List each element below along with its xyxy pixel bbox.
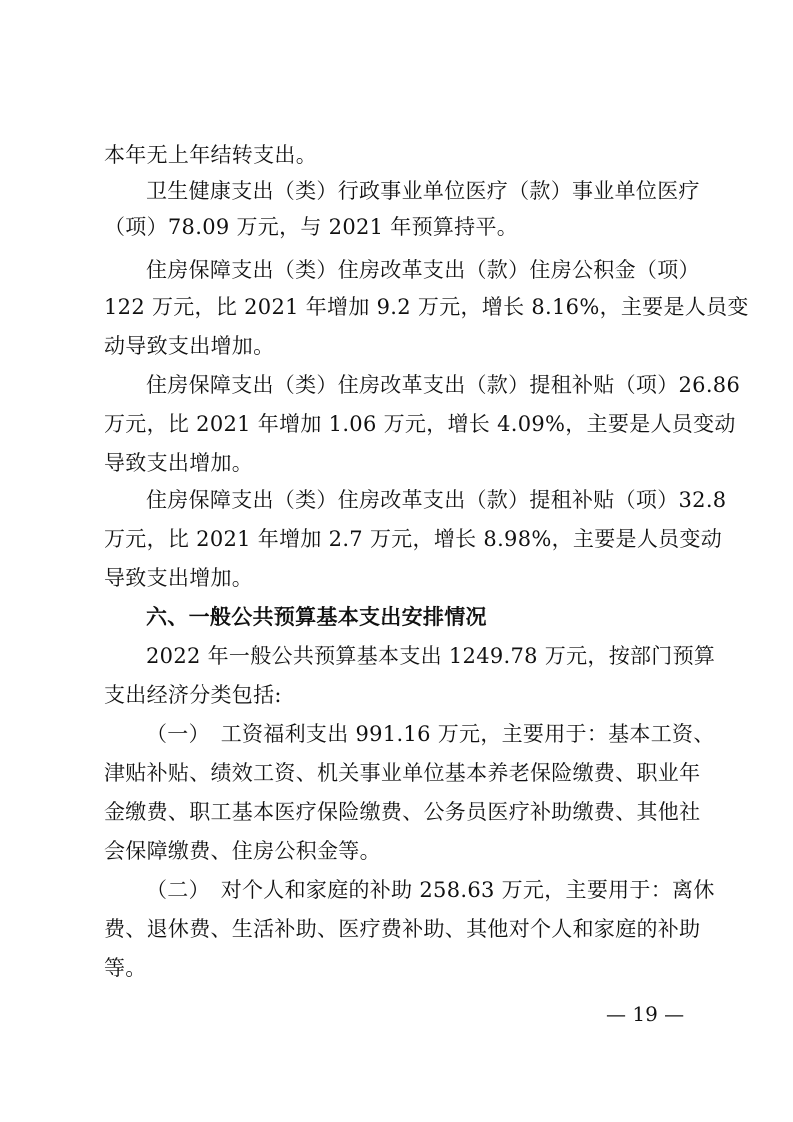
text-line: 本年无上年结转支出。 xyxy=(104,143,317,167)
text-line: 住房保障支出（类）住房改革支出（款）提租补贴（项）26.86 xyxy=(146,373,741,397)
text-line: 金缴费、职工基本医疗保险缴费、公务员医疗补助缴费、其他社 xyxy=(104,800,701,824)
text-line: 卫生健康支出（类）行政事业单位医疗（款）事业单位医疗 xyxy=(146,179,700,203)
text-line: 动导致支出增加。 xyxy=(104,334,275,358)
text-line: （一） 工资福利支出 991.16 万元，主要用于：基本工资、 xyxy=(146,722,715,746)
text-line: （二） 对个人和家庭的补助 258.63 万元，主要用于：离休 xyxy=(146,878,715,902)
text-line: 122 万元，比 2021 年增加 9.2 万元，增长 8.16%，主要是人员变 xyxy=(104,295,749,319)
text-line: 会保障缴费、住房公积金等。 xyxy=(104,839,381,863)
text-line: 万元，比 2021 年增加 2.7 万元，增长 8.98%，主要是人员变动 xyxy=(104,527,723,551)
text-line: 导致支出增加。 xyxy=(104,566,254,590)
text-line: 住房保障支出（类）住房改革支出（款）住房公积金（项） xyxy=(146,258,700,282)
text-line: （项）78.09 万元，与 2021 年预算持平。 xyxy=(104,215,519,239)
text-line: 导致支出增加。 xyxy=(104,451,254,475)
text-line: 费、退休费、生活补助、医疗费补助、其他对个人和家庭的补助 xyxy=(104,917,701,941)
page-number: — 19 — xyxy=(606,1002,685,1026)
text-line: 等。 xyxy=(104,956,147,980)
section-heading: 六、一般公共预算基本支出安排情况 xyxy=(146,605,487,629)
text-line: 住房保障支出（类）住房改革支出（款）提租补贴（项）32.8 xyxy=(146,488,727,512)
text-line: 津贴补贴、绩效工资、机关事业单位基本养老保险缴费、职业年 xyxy=(104,761,701,785)
text-line: 支出经济分类包括: xyxy=(104,683,282,707)
text-line: 万元，比 2021 年增加 1.06 万元，增长 4.09%，主要是人员变动 xyxy=(104,412,736,436)
text-line: 2022 年一般公共预算基本支出 1249.78 万元，按部门预算 xyxy=(146,644,716,668)
